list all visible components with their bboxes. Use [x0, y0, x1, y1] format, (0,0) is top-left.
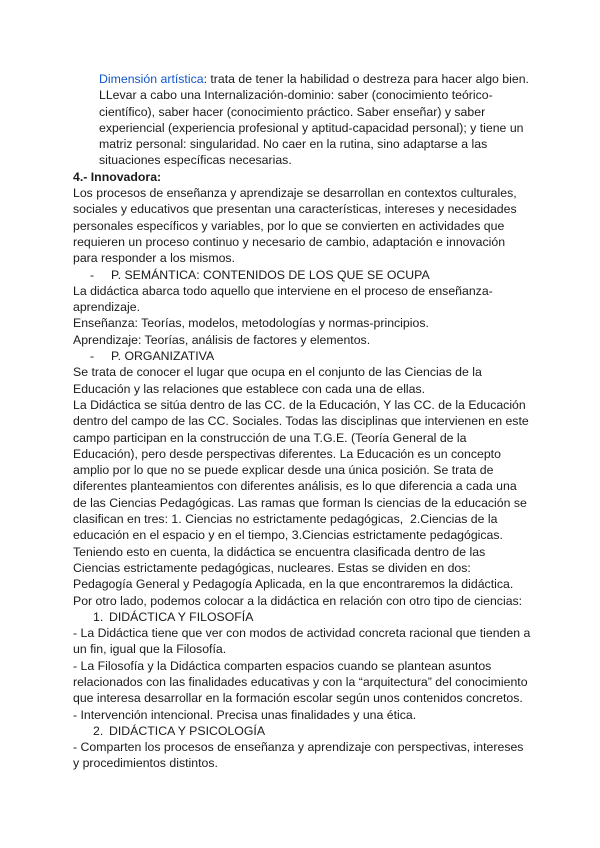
dimension-artistica-text: : trata de tener la habilidad o destreza para hacer algo bien. [203, 72, 529, 86]
filosofia-paragraph-1: - La Didáctica tiene que ver con modos de actividad concreta racional que tienden a un fin, igual que la Filosofía. [73, 626, 534, 657]
filosofia-heading: DIDÁCTICA Y FILOSOFÍA [109, 609, 254, 624]
dimension-artistica-paragraph [73, 71, 533, 87]
innovadora-paragraph: Los procesos de enseñanza y aprendizaje se desarrollan en contextos culturales, sociales y educativos que presentan una características, intereses y necesidades personales específicos y variables, por lo que se convierten en actividades que requieren un proceso continuo y necesario de cambio, adaptación e innovación para responder a los mismos. [73, 186, 521, 266]
document-body [73, 71, 533, 772]
aprendizaje-paragraph: Aprendizaje: Teorías, análisis de factores y elementos. [73, 332, 371, 347]
dimension-artistica-link[interactable]: Dimensión artística [99, 72, 204, 86]
number-marker: 1. [93, 609, 104, 624]
heading-innovadora: 4.- Innovadora: [73, 169, 162, 184]
list-item-organizativa [73, 348, 533, 364]
didactica-paragraph: La didáctica abarca todo aquello que interviene en el proceso de enseñanza-aprendizaje. [73, 283, 493, 315]
list-item-semantica [73, 267, 533, 283]
organizativa-paragraph-2: La Didáctica se sitúa dentro de las CC. de la Educación, Y las CC. de la Educación dentro del campo de las CC. Sociales. Todas las disciplinas que intervienen en este campo participan en la construcción de una T.G.E. (Teoría General de la Educación), pero desde perspectivas diferentes. La Educación es un concepto amplio por lo que no se puede explicar desde una única posición. Se trata de diferentes planteamientos con diferentes análisis, es lo que diferencia a cada una de las Ciencias Pedagógicas. Las ramas que forman ls ciencias de la educación se clasifican en tres: 1. Ciencias no estrictamente pedagógicas, 2.Ciencias de la educación en el espacio y en el tiempo, 3.Ciencias estrictamente pedagógicas. Teniendo esto en cuenta, la didáctica se encuentra clasificada dentro de las Ciencias estrictamente pedagógicas, nucleares. Estas se dividen en dos: Pedagogía General y Pedagogía Aplicada, en la que encontraremos la didáctica. [73, 397, 533, 592]
organizativa-paragraph-3: Por otro lado, podemos colocar a la didáctica en relación con otro tipo de ciencias: [73, 593, 523, 608]
list-item-psicologia [73, 723, 533, 739]
dash-marker: - [90, 349, 95, 364]
dash-marker: - [90, 267, 95, 282]
ensenanza-paragraph: Enseñanza: Teorías, modelos, metodologías y normas-principios. [73, 316, 429, 331]
psicologia-heading: DIDÁCTICA Y PSICOLOGÍA [109, 723, 266, 738]
filosofia-paragraph-2: - La Filosofía y la Didáctica comparten espacios cuando se plantean asuntos relacionados con las finalidades educativas y con la “arquitectura” del conocimiento que interesa desarrollar en la formación escolar según unos contenidos concretos. [73, 658, 531, 706]
filosofia-paragraph-3: - Intervención intencional. Precisa unas finalidades y una ética. [73, 707, 417, 722]
organizativa-paragraph-1: Se trata de conocer el lugar que ocupa en el conjunto de las Ciencias de la Educación y las relaciones que establece con cada una de ellas. [73, 365, 486, 396]
list-item-filosofia [73, 609, 533, 625]
number-marker: 2. [93, 723, 104, 738]
semantica-heading: P. SEMÁNTICA: CONTENIDOS DE LOS QUE SE OCUPA [111, 267, 430, 282]
internalizacion-paragraph: LLevar a cabo una Internalización-dominio: saber (conocimiento teórico-científico), saber hacer (conocimiento práctico. Saber enseñar) y saber experiencial (experiencia profesional y aptitud-capacidad personal); y tiene un matriz personal: singularidad. No caer en la rutina, sino adaptarse a las situaciones específicas necesarias. [99, 88, 527, 168]
psicologia-paragraph-1: - Comparten los procesos de enseñanza y aprendizaje con perspectivas, intereses y procedimientos distintos. [73, 740, 527, 771]
organizativa-heading: P. ORGANIZATIVA [111, 349, 215, 364]
